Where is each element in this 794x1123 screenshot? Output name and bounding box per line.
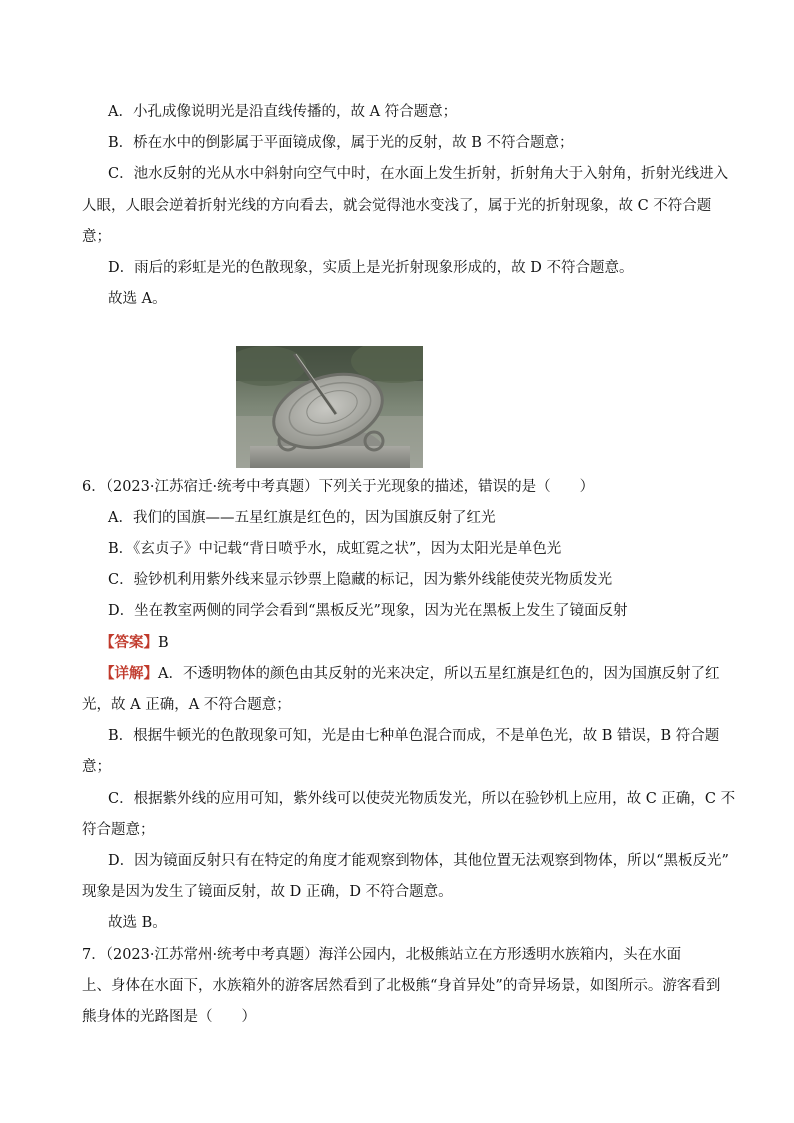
q6-detail-c-line2: 符合题意； <box>82 822 155 838</box>
q5-explain-c-line2: 人眼，人眼会逆着折射光线的方向看去，就会觉得池水变浅了，属于光的折射现象，故 C 不符合题 <box>82 198 712 214</box>
q7-stem-line1: 7．（2023·江苏常州·统考中考真题）海洋公园内，北极熊站立在方形透明水族箱内，头在水面 <box>82 947 682 963</box>
q6-detail-a-line2: 光，故 A 正确，A 不符合题意； <box>82 697 291 713</box>
q7-stem-line3: 熊身体的光路图是（ ） <box>82 1009 256 1025</box>
q5-explain-a: A．小孔成像说明光是沿直线传播的，故 A 符合题意； <box>108 104 458 120</box>
q6-detail-a-line1 <box>100 664 719 684</box>
q6-answer <box>100 633 169 653</box>
q5-explain-b: B．桥在水中的倒影属于平面镜成像，属于光的反射，故 B 不符合题意； <box>108 135 574 151</box>
q6-detail-b-line1: B．根据牛顿光的色散现象可知，光是由七种单色混合而成，不是单色光，故 B 错误，B 符合题 <box>108 728 720 744</box>
q5-explain-c-line1: C．池水反射的光从水中斜射向空气中时，在水面上发生折射，折射角大于入射角，折射光线进入 <box>108 166 729 182</box>
q5-explain-c-line3: 意； <box>82 229 111 245</box>
q6-option-a: A．我们的国旗——五星红旗是红色的，因为国旗反射了红光 <box>108 510 496 526</box>
detail-tag: 【详解】 <box>100 665 158 682</box>
q5-choose: 故选 A。 <box>108 291 167 307</box>
q6-stem: 6．（2023·江苏宿迁·统考中考真题）下列关于光现象的描述，错误的是（ ） <box>82 479 595 495</box>
q5-explain-d: D．雨后的彩虹是光的色散现象，实质上是光折射现象形成的，故 D 不符合题意。 <box>108 260 634 276</box>
answer-value: B <box>158 635 169 651</box>
sundial-illustration <box>236 346 423 468</box>
q6-detail-c-line1: C．根据紫外线的应用可知，紫外线可以使荧光物质发光，所以在验钞机上应用，故 C 正确，C 不 <box>108 791 736 807</box>
q6-choose: 故选 B。 <box>108 915 167 931</box>
detail-a-text: A．不透明物体的颜色由其反射的光来决定，所以五星红旗是红色的，因为国旗反射了红 <box>158 666 720 682</box>
q6-option-c: C．验钞机利用紫外线来显示钞票上隐藏的标记，因为紫外线能使荧光物质发光 <box>108 572 613 588</box>
q6-detail-d-line1: D．因为镜面反射只有在特定的角度才能观察到物体，其他位置无法观察到物体，所以“黑板反光” <box>108 853 729 869</box>
sundial-photo <box>236 346 423 468</box>
q6-option-d: D．坐在教室两侧的同学会看到“黑板反光”现象，因为光在黑板上发生了镜面反射 <box>108 603 628 619</box>
q6-detail-b-line2: 意； <box>82 759 111 775</box>
q6-option-b: B．《玄贞子》中记载“背日喷乎水，成虹霓之状”，因为太阳光是单色光 <box>108 541 562 557</box>
answer-tag: 【答案】 <box>100 634 158 651</box>
q7-stem-line2: 上、身体在水面下，水族箱外的游客居然看到了北极熊“身首异处”的奇异场景，如图所示。游客看到 <box>82 978 721 994</box>
q6-detail-d-line2: 现象是因为发生了镜面反射，故 D 正确，D 不符合题意。 <box>82 884 453 900</box>
